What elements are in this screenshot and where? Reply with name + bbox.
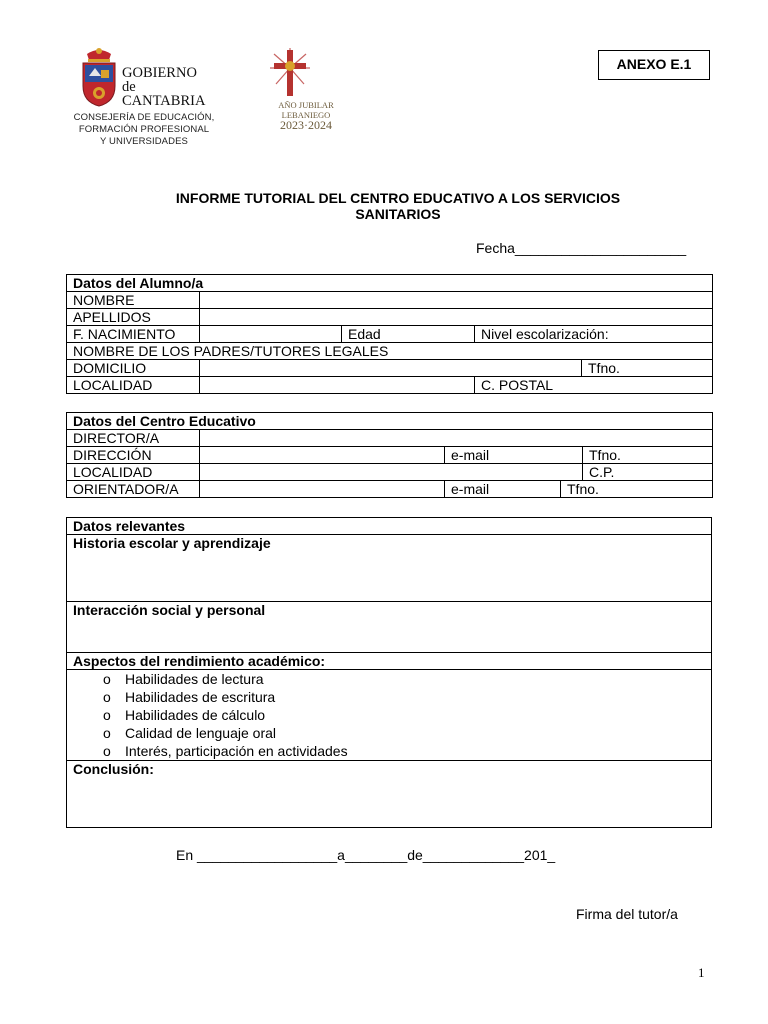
nivel-label: Nivel escolarización: — [475, 326, 713, 343]
list-item — [103, 706, 705, 724]
email-label: e-mail — [445, 447, 583, 464]
bullet-icon: o — [103, 707, 111, 723]
orientador-field[interactable] — [200, 481, 445, 498]
annex-label: ANEXO E.1 — [598, 50, 710, 80]
apellidos-label: APELLIDOS — [67, 309, 200, 326]
consejeria-line3: Y UNIVERSIDADES — [100, 136, 188, 147]
bullet-icon: o — [103, 743, 111, 759]
localidad-label-school: LOCALIDAD — [67, 464, 200, 481]
aspectos-list-cell — [67, 670, 712, 761]
localidad-field-school[interactable] — [200, 464, 583, 481]
conclusion-field[interactable] — [67, 761, 712, 828]
padres-label: NOMBRE DE LOS PADRES/TUTORES LEGALES — [67, 343, 713, 360]
conclusion-label: Conclusión: — [73, 761, 154, 777]
nombre-field[interactable] — [200, 292, 713, 309]
tfno-label-orientador: Tfno. — [561, 481, 713, 498]
email-label-orientador: e-mail — [445, 481, 561, 498]
list-item — [103, 688, 705, 706]
direccion-field[interactable] — [200, 447, 445, 464]
aspectos-list — [73, 670, 705, 760]
student-section-header: Datos del Alumno/a — [67, 275, 713, 292]
consejeria-line2: FORMACIÓN PROFESIONAL — [78, 124, 210, 135]
interaccion-label: Interacción social y personal — [73, 602, 266, 618]
title-line2: SANITARIOS — [355, 206, 441, 222]
item-label: Habilidades de escritura — [125, 689, 276, 705]
place-date-line[interactable]: En __________________a________de_____________201_ — [176, 847, 556, 863]
domicilio-label: DOMICILIO — [67, 360, 200, 377]
orientador-label: ORIENTADOR/A — [67, 481, 200, 498]
item-label: Interés, participación en actividades — [125, 743, 348, 759]
historia-label: Historia escolar y aprendizaje — [73, 535, 271, 551]
list-item — [103, 670, 705, 688]
cantabria-crest-icon — [79, 46, 119, 108]
nacimiento-field[interactable] — [200, 326, 342, 343]
fecha-field[interactable]: Fecha______________________ — [476, 240, 687, 256]
historia-field[interactable] — [67, 535, 712, 602]
director-field[interactable] — [200, 430, 713, 447]
bullet-icon: o — [103, 671, 111, 687]
aspectos-label: Aspectos del rendimiento académico: — [67, 653, 712, 670]
nombre-label: NOMBRE — [67, 292, 200, 309]
title-line1: INFORME TUTORIAL DEL CENTRO EDUCATIVO A LOS SERVICIOS — [175, 190, 621, 206]
edad-label: Edad — [342, 326, 475, 343]
director-label: DIRECTOR/A — [67, 430, 200, 447]
jubilar-cross-icon — [268, 46, 312, 98]
logo-gobierno-line2: de — [122, 79, 136, 95]
student-data-table — [66, 274, 713, 394]
apellidos-field[interactable] — [200, 309, 713, 326]
tfno-label-school: Tfno. — [583, 447, 713, 464]
item-label: Habilidades de lectura — [125, 671, 264, 687]
logo-gobierno-line3: CANTABRIA — [122, 93, 206, 109]
direccion-label: DIRECCIÓN — [67, 447, 200, 464]
jubilar-line2: LEBANIEGO — [281, 110, 331, 120]
list-item — [103, 724, 705, 742]
relevant-section-header: Datos relevantes — [67, 518, 712, 535]
page-number: 1 — [698, 965, 705, 980]
bullet-icon: o — [103, 689, 111, 705]
localidad-label: LOCALIDAD — [67, 377, 200, 394]
tfno-label: Tfno. — [582, 360, 713, 377]
relevant-data-table — [66, 517, 712, 828]
bullet-icon: o — [103, 725, 111, 741]
nacimiento-label: F. NACIMIENTO — [67, 326, 200, 343]
localidad-field[interactable] — [200, 377, 475, 394]
item-label: Habilidades de cálculo — [125, 707, 266, 723]
document-title — [100, 190, 696, 222]
interaccion-field[interactable] — [67, 602, 712, 653]
item-label: Calidad de lenguaje oral — [125, 725, 276, 741]
domicilio-field[interactable] — [200, 360, 582, 377]
postal-label: C. POSTAL — [475, 377, 713, 394]
jubilar-line3: 2023·2024 — [280, 118, 332, 132]
list-item — [103, 742, 705, 760]
school-section-header: Datos del Centro Educativo — [67, 413, 713, 430]
jubilar-line1: AÑO JUBILAR — [278, 100, 334, 110]
consejeria-line1: CONSEJERÍA DE EDUCACIÓN, — [73, 112, 215, 123]
logo-gobierno-line1: GOBIERNO — [122, 65, 197, 81]
cp-label: C.P. — [583, 464, 713, 481]
school-data-table — [66, 412, 713, 498]
tutor-signature-label: Firma del tutor/a — [576, 906, 678, 922]
